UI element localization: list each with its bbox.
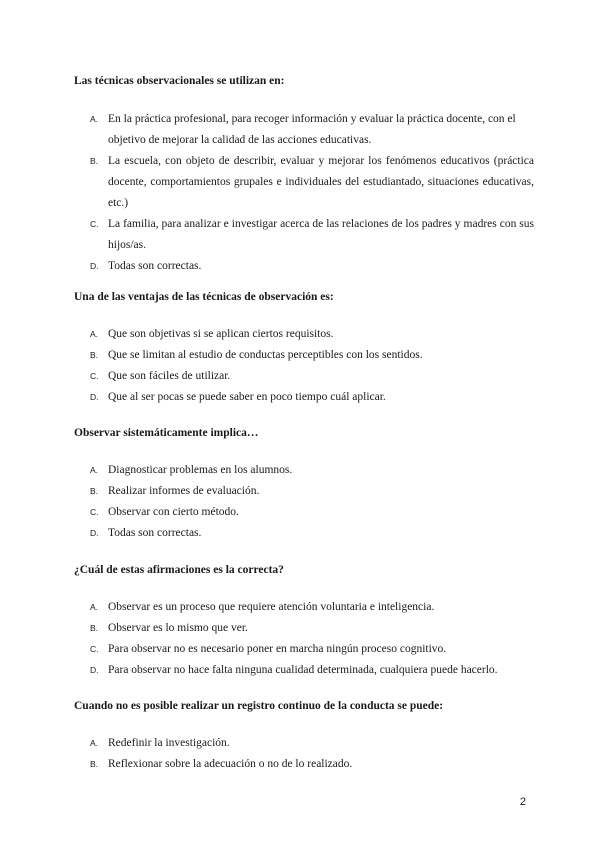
option-a xyxy=(74,733,534,754)
option-letter: B. xyxy=(90,156,99,166)
answer-options xyxy=(74,597,534,681)
option-letter: D. xyxy=(90,392,99,402)
option-letter: C. xyxy=(90,644,99,654)
option-text: En la práctica profesional, para recoger información y evaluar la práctica docente, con el objetivo de mejorar la calidad de las acciones educativas. xyxy=(108,113,516,146)
option-text: Realizar informes de evaluación. xyxy=(108,485,260,497)
option-b xyxy=(74,754,534,775)
option-text: Que al ser pocas se puede saber en poco tiempo cuál aplicar. xyxy=(108,391,386,403)
answer-options xyxy=(74,324,534,408)
option-letter: C. xyxy=(90,219,99,229)
option-a xyxy=(74,109,534,151)
option-letter: A. xyxy=(90,329,99,339)
option-letter: D. xyxy=(90,665,99,675)
option-text: Diagnosticar problemas en los alumnos. xyxy=(108,464,293,476)
question-5 xyxy=(74,699,534,775)
option-letter: D. xyxy=(90,528,99,538)
question-title: ¿Cuál de estas afirmaciones es la correcta? xyxy=(74,564,284,576)
question-1 xyxy=(74,74,534,277)
option-text: La familia, para analizar e investigar acerca de las relaciones de los padres y madres con sus hijos/as. xyxy=(108,218,534,251)
option-b xyxy=(74,481,534,502)
option-text: Redefinir la investigación. xyxy=(108,737,230,749)
option-letter: B. xyxy=(90,350,99,360)
answer-options xyxy=(74,733,534,775)
question-title: Cuando no es posible realizar un registro continuo de la conducta se puede: xyxy=(74,700,444,712)
option-letter: C. xyxy=(90,507,99,517)
question-2 xyxy=(74,290,534,408)
option-d xyxy=(74,387,534,408)
question-3 xyxy=(74,426,534,544)
option-text: Que son objetivas si se aplican ciertos requisitos. xyxy=(108,328,334,340)
option-b xyxy=(74,151,534,214)
option-text: Que son fáciles de utilizar. xyxy=(108,370,231,382)
option-d xyxy=(74,256,534,277)
option-c xyxy=(74,639,534,660)
option-text: Observar es un proceso que requiere atención voluntaria e inteligencia. xyxy=(108,601,435,613)
option-a xyxy=(74,597,534,618)
option-text: Observar con cierto método. xyxy=(108,506,239,518)
question-title: Observar sistemáticamente implica… xyxy=(74,427,259,439)
answer-options xyxy=(74,109,534,277)
option-letter: B. xyxy=(90,623,99,633)
option-text: La escuela, con objeto de describir, evaluar y mejorar los fenómenos educativos (práctica docente, comportamientos grupales e individuales del estudiantado, situaciones educativas, etc.) xyxy=(108,155,534,209)
option-c xyxy=(74,214,534,256)
option-letter: C. xyxy=(90,371,99,381)
option-letter: A. xyxy=(90,602,99,612)
option-text: Reflexionar sobre la adecuación o no de lo realizado. xyxy=(108,758,353,770)
page-number: 2 xyxy=(519,796,526,808)
option-text: Para observar no hace falta ninguna cualidad determinada, cualquiera puede hacerlo. xyxy=(108,664,498,676)
option-a xyxy=(74,460,534,481)
option-d xyxy=(74,660,534,681)
question-title: Una de las ventajas de las técnicas de observación es: xyxy=(74,291,334,303)
option-letter: B. xyxy=(90,759,99,769)
answer-options xyxy=(74,460,534,544)
option-b xyxy=(74,618,534,639)
option-text: Que se limitan al estudio de conductas perceptibles con los sentidos. xyxy=(108,349,423,361)
option-text: Todas son correctas. xyxy=(108,527,202,539)
option-d xyxy=(74,523,534,544)
option-letter: A. xyxy=(90,465,99,475)
option-a xyxy=(74,324,534,345)
option-letter: B. xyxy=(90,486,99,496)
option-letter: D. xyxy=(90,261,99,271)
option-text: Para observar no es necesario poner en marcha ningún proceso cognitivo. xyxy=(108,643,447,655)
question-title: Las técnicas observacionales se utilizan en: xyxy=(74,75,285,87)
option-letter: A. xyxy=(90,738,99,748)
question-4 xyxy=(74,563,534,681)
option-text: Todas son correctas. xyxy=(108,260,202,272)
option-c xyxy=(74,502,534,523)
option-b xyxy=(74,345,534,366)
option-letter: A. xyxy=(90,114,99,124)
option-text: Observar es lo mismo que ver. xyxy=(108,622,248,634)
option-c xyxy=(74,366,534,387)
